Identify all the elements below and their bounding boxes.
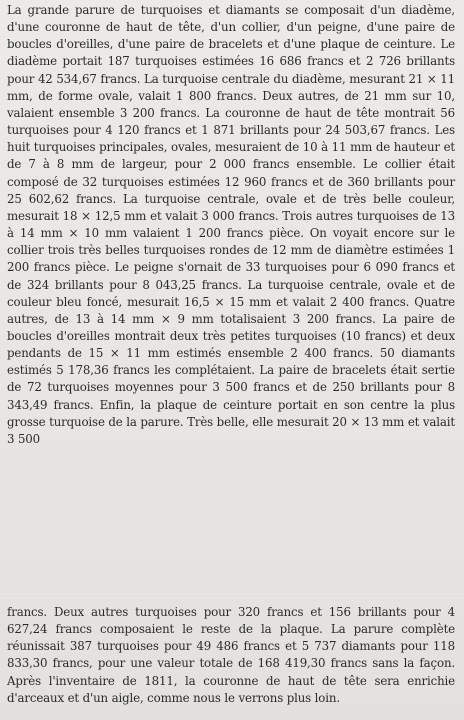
page-divider (0, 596, 464, 598)
text-block-main (7, 2, 455, 448)
paragraph-end: francs. Deux autres turquoises pour 320 francs et 156 brillants pour 4 627,24 francs composaient le reste de la plaque. La parure complète réunissait 387 turquoises pour 49 486 francs et 5 737 diamants pour 118 833,30 francs, pour une valeur totale de 168 419,30 francs sans la façon. Après l'inventaire de 1811, la couronne de haut de tête sera enrichie d'arceaux et d'un aigle, comme nous le verrons plus loin. (7, 605, 455, 705)
paragraph-main: La grande parure de turquoises et diamants se composait d'un diadème, d'une couronne de haut de tête, d'un collier, d'un peigne, d'une paire de boucles d'oreilles, d'une paire de bracelets et d'une plaque de ceinture. Le diadème portait 187 turquoises estimées 16 686 francs et 2 726 brillants pour 42 534,67 francs. La turquoise centrale du diadème, mesurant 21 × 11 mm, de forme ovale, valait 1 800 francs. Deux autres, de 21 mm sur 10, valaient ensemble 3 200 francs. La couronne de haut de tête montrait 56 turquoises pour 4 120 francs et 1 871 brillants pour 24 503,67 francs. Les huit turquoises principales, ovales, mesuraient de 10 à 11 mm de hauteur et de 7 à 8 mm de largeur, pour 2 000 francs ensemble. Le collier était composé de 32 turquoises estimées 12 960 francs et de 360 brillants pour 25 602,62 francs. La turquoise centrale, ovale et de très belle couleur, mesurait 18 × 12,5 mm et valait 3 000 francs. Trois autres turquoises de 13 à 14 mm × 10 mm valaient 1 200 francs pièce. On voyait encore sur le collier trois très belles turquoises rondes de 12 mm de diamètre estimées 1 200 francs pièce. Le peigne s'ornait de 33 turquoises pour 6 090 francs et de 324 brillants pour 8 043,25 francs. La turquoise centrale, ovale et de couleur bleu foncé, mesurait 16,5 × 15 mm et valait 2 400 francs. Quatre autres, de 13 à 14 mm × 9 mm totalisaient 3 200 francs. La paire de boucles d'oreilles montrait deux très petites turquoises (10 francs) et deux pendants de 15 × 11 mm estimés ensemble 2 400 francs. 50 diamants estimés 5 178,36 francs les complétaient. La paire de bracelets était sertie de 72 turquoises moyennes pour 3 500 francs et de 250 brillants pour 8 343,49 francs. Enfin, la plaque de ceinture portait en son centre la plus grosse turquoise de la parure. Très belle, elle mesurait 20 × 13 mm et valait 3 500 (7, 3, 455, 446)
text-block-continuation (7, 604, 455, 707)
